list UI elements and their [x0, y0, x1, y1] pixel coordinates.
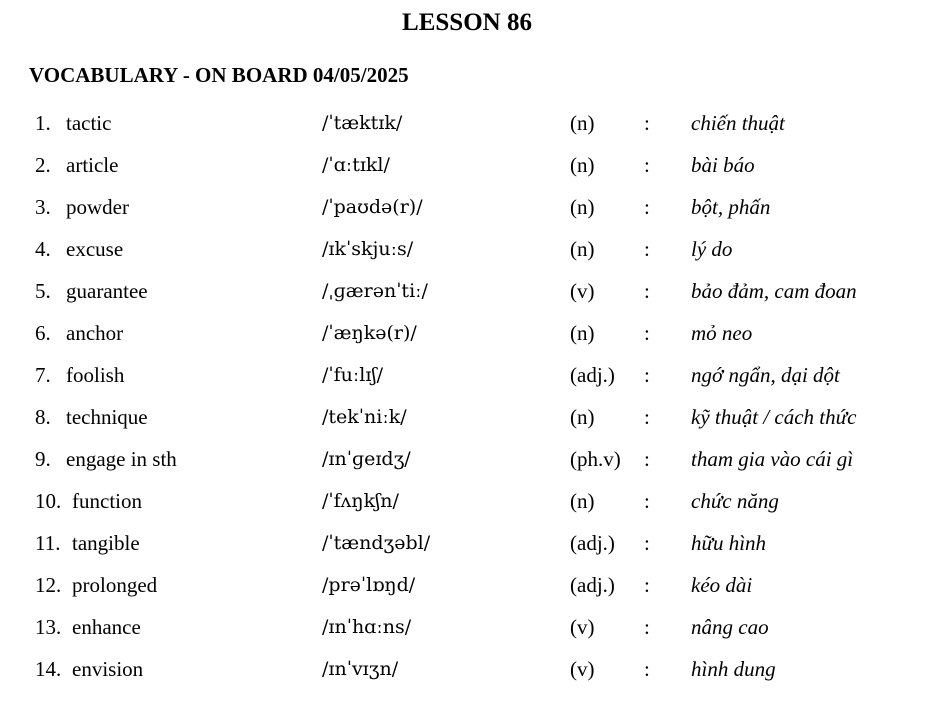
vocab-meaning: chiến thuật — [691, 111, 785, 135]
vocab-pronunciation: /ˈæŋkə(r)/ — [322, 322, 417, 344]
vocab-number: 3. — [35, 195, 51, 219]
vocab-row — [0, 190, 930, 232]
vocab-separator: : — [644, 405, 650, 429]
vocab-part-of-speech: (n) — [570, 195, 595, 219]
vocab-part-of-speech: (n) — [570, 237, 595, 261]
vocab-meaning: chức năng — [691, 489, 779, 513]
vocab-word: anchor — [66, 321, 124, 345]
vocab-number: 10. — [35, 489, 62, 513]
vocab-number: 4. — [35, 237, 51, 261]
vocab-row — [0, 232, 930, 274]
vocab-meaning: bột, phấn — [691, 195, 771, 219]
vocab-separator: : — [644, 615, 650, 639]
vocab-word: foolish — [66, 363, 125, 387]
vocab-pronunciation: /ˈtændʒəbl/ — [322, 532, 431, 554]
vocab-part-of-speech: (ph.v) — [570, 447, 621, 471]
vocab-meaning: nâng cao — [691, 615, 769, 639]
vocab-separator: : — [644, 531, 650, 555]
vocab-separator: : — [644, 111, 650, 135]
vocab-row — [0, 442, 930, 484]
vocab-word: function — [72, 489, 142, 513]
vocab-number: 14. — [35, 657, 62, 681]
vocab-number: 7. — [35, 363, 51, 387]
vocab-part-of-speech: (n) — [570, 111, 595, 135]
vocab-part-of-speech: (adj.) — [570, 531, 615, 555]
vocab-separator: : — [644, 657, 650, 681]
vocab-part-of-speech: (adj.) — [570, 363, 615, 387]
vocab-meaning: bài báo — [691, 153, 755, 177]
vocab-word: guarantee — [66, 279, 148, 303]
vocab-number: 9. — [35, 447, 51, 471]
vocab-meaning: hình dung — [691, 657, 776, 681]
vocab-word: prolonged — [72, 573, 158, 597]
vocab-meaning: tham gia vào cái gì — [691, 447, 854, 471]
vocab-part-of-speech: (adj.) — [570, 573, 615, 597]
vocab-row — [0, 148, 930, 190]
vocab-pronunciation: /ɪnˈhɑːns/ — [322, 616, 412, 638]
vocab-row — [0, 400, 930, 442]
vocab-pronunciation: /ˈfʌŋkʃn/ — [322, 490, 399, 512]
vocabulary-list — [0, 106, 930, 694]
vocab-row — [0, 316, 930, 358]
vocab-part-of-speech: (n) — [570, 405, 595, 429]
vocab-row — [0, 652, 930, 694]
vocab-part-of-speech: (v) — [570, 615, 595, 639]
vocab-row — [0, 274, 930, 316]
vocab-meaning: lý do — [691, 237, 733, 261]
vocab-word: technique — [66, 405, 148, 429]
vocab-separator: : — [644, 237, 650, 261]
vocab-row — [0, 106, 930, 148]
vocab-number: 5. — [35, 279, 51, 303]
vocab-word: enhance — [72, 615, 141, 639]
vocab-pronunciation: /ˈfuːlɪʃ/ — [322, 364, 384, 386]
vocab-word: envision — [72, 657, 144, 681]
vocab-pronunciation: /tekˈniːk/ — [322, 406, 407, 428]
vocab-part-of-speech: (n) — [570, 321, 595, 345]
vocab-meaning: hữu hình — [691, 531, 767, 555]
vocab-number: 1. — [35, 111, 51, 135]
vocab-word: powder — [66, 195, 129, 219]
vocab-row — [0, 610, 930, 652]
vocab-row — [0, 484, 930, 526]
vocab-pronunciation: /ɪkˈskjuːs/ — [322, 238, 414, 260]
vocab-part-of-speech: (n) — [570, 489, 595, 513]
vocab-pronunciation: /ˈpaʊdə(r)/ — [322, 196, 423, 218]
vocab-separator: : — [644, 489, 650, 513]
vocab-part-of-speech: (n) — [570, 153, 595, 177]
vocab-part-of-speech: (v) — [570, 279, 595, 303]
vocab-pronunciation: /ɪnˈvɪʒn/ — [322, 658, 399, 680]
vocab-separator: : — [644, 195, 650, 219]
vocab-meaning: kỹ thuật / cách thức — [691, 405, 857, 429]
vocab-row — [0, 358, 930, 400]
vocab-row — [0, 568, 930, 610]
vocab-number: 11. — [35, 531, 61, 555]
vocab-row — [0, 526, 930, 568]
vocab-separator: : — [644, 363, 650, 387]
vocab-meaning: mỏ neo — [691, 321, 753, 345]
vocab-number: 2. — [35, 153, 51, 177]
vocab-number: 13. — [35, 615, 62, 639]
vocab-separator: : — [644, 321, 650, 345]
vocabulary-heading: VOCABULARY - ON BOARD 04/05/2025 — [29, 63, 409, 87]
vocab-number: 6. — [35, 321, 51, 345]
vocab-word: article — [66, 153, 119, 177]
vocab-separator: : — [644, 447, 650, 471]
vocab-word: engage in sth — [66, 447, 177, 471]
vocab-part-of-speech: (v) — [570, 657, 595, 681]
vocab-word: excuse — [66, 237, 124, 261]
vocab-number: 12. — [35, 573, 62, 597]
vocab-pronunciation: /ˌɡærənˈtiː/ — [322, 280, 428, 302]
vocab-separator: : — [644, 573, 650, 597]
vocab-pronunciation: /ˈɑːtɪkl/ — [322, 154, 390, 176]
page-title: LESSON 86 — [402, 9, 532, 36]
vocab-pronunciation: /prəˈlɒŋd/ — [322, 574, 416, 596]
vocab-word: tangible — [72, 531, 140, 555]
vocab-separator: : — [644, 279, 650, 303]
vocab-word: tactic — [66, 111, 112, 135]
vocab-separator: : — [644, 153, 650, 177]
vocab-meaning: ngớ ngẩn, dại dột — [691, 363, 840, 387]
vocab-meaning: bảo đảm, cam đoan — [691, 279, 857, 303]
vocab-meaning: kéo dài — [691, 573, 753, 597]
vocab-number: 8. — [35, 405, 51, 429]
vocab-pronunciation: /ɪnˈɡeɪdʒ/ — [322, 448, 411, 470]
vocab-pronunciation: /ˈtæktɪk/ — [322, 112, 403, 134]
